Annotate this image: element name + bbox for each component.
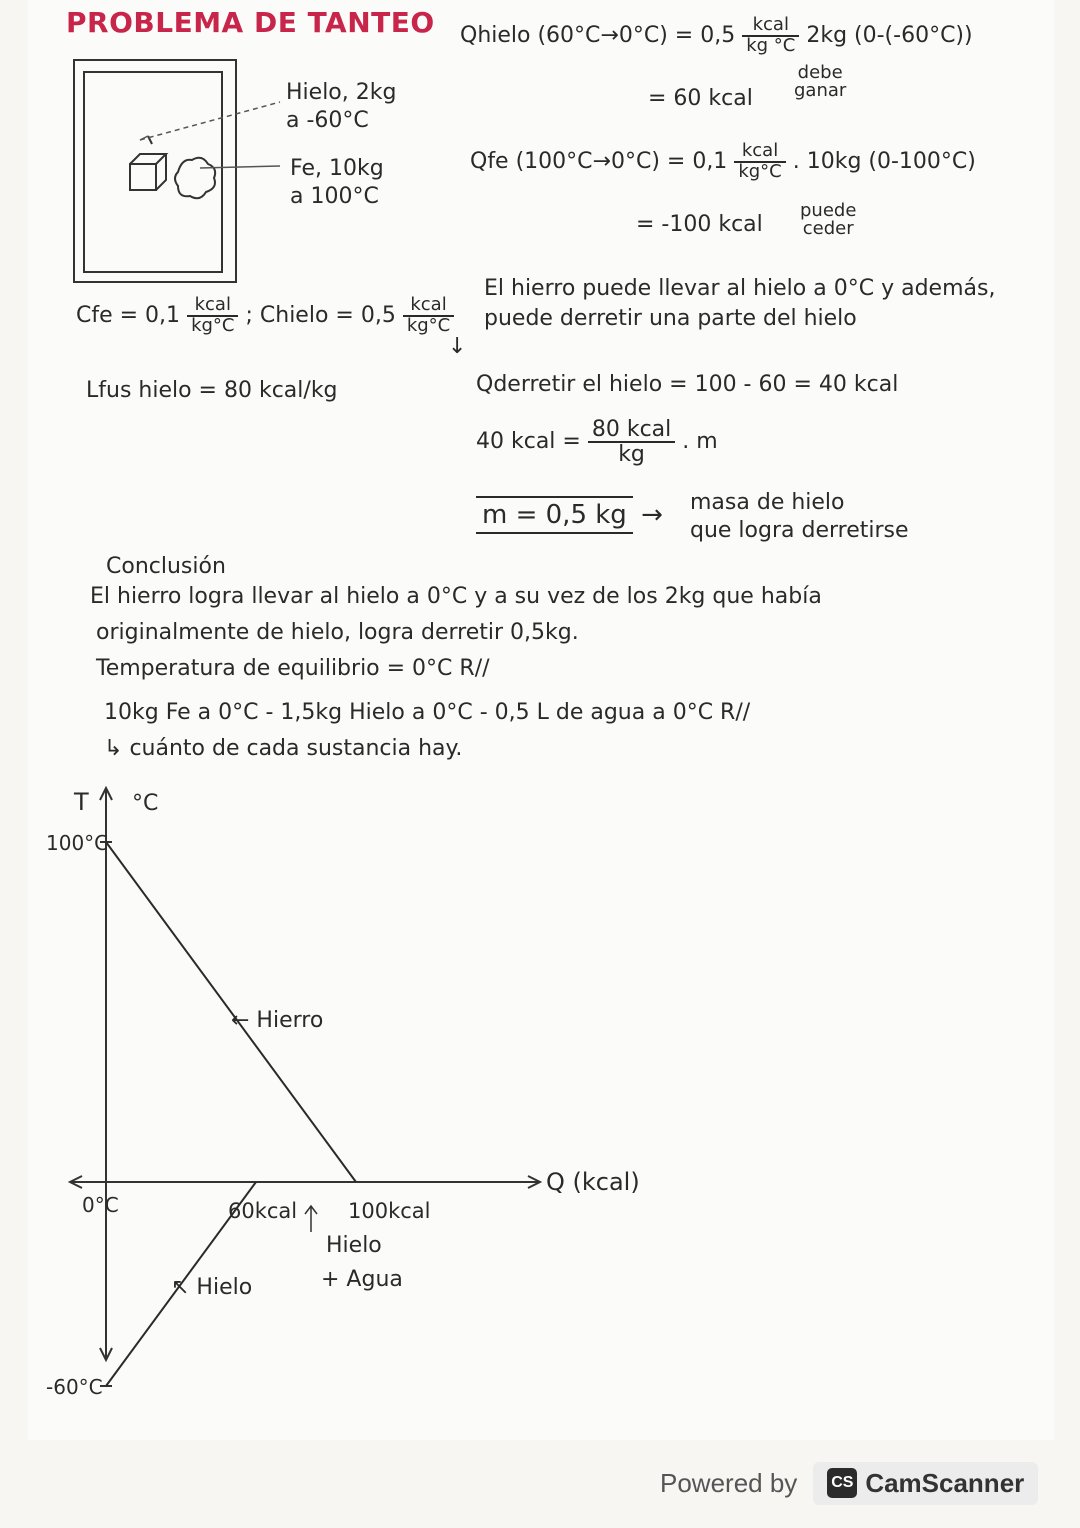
temperature-heat-chart [0, 770, 700, 1399]
c-hielo-unit-num: kcal [403, 296, 454, 317]
y-axis-label: T [74, 788, 89, 816]
mass-result [476, 500, 663, 530]
q-hielo-unit-num: kcal [742, 16, 799, 37]
q-fe-equation [470, 142, 976, 182]
mass-note-1: masa de hielo [690, 490, 845, 515]
x-tick-label: 60kcal [228, 1199, 298, 1223]
melt-equation-num: 80 kcal [588, 418, 675, 443]
c-hielo-unit [403, 296, 454, 336]
q-fe-unit-num: kcal [734, 142, 785, 163]
ice-label-mass: Hielo, 2kg [286, 80, 397, 105]
c-fe-label: Cfe = 0,1 [76, 302, 181, 328]
ice-label-temp: a -60°C [286, 108, 369, 133]
c-fe-unit-den: kg°C [191, 314, 235, 336]
y-axis-unit: °C [132, 791, 159, 816]
conclusion-line-3: Temperatura de equilibrio = 0°C R// [96, 656, 490, 681]
mass-result-arrow-icon: → [641, 500, 663, 530]
q-fe-note-1: puede [800, 200, 857, 221]
q-hielo-note-1: debe [797, 62, 843, 83]
y-tick-label: -60°C [46, 1375, 103, 1399]
melt-equation-unit [588, 418, 675, 466]
x-tick-label: 100kcal [348, 1199, 431, 1223]
q-fe-note-2: ceder [802, 218, 854, 239]
c-hielo-label: ; Chielo = 0,5 [245, 302, 396, 328]
q-fe-unit-den: kg°C [738, 160, 782, 182]
conclusion-heading: Conclusión [106, 554, 226, 579]
q-hielo-result: = 60 kcal [648, 86, 753, 111]
footer [660, 1458, 1038, 1508]
diagram-leaders [130, 96, 290, 206]
page-title: PROBLEMA DE TANTEO [66, 6, 435, 39]
c-hielo-unit-den: kg°C [406, 314, 451, 336]
annotation-arrow-icon [305, 1206, 317, 1232]
conclusion-line-4: 10kg Fe a 0°C - 1,5kg Hielo a 0°C - 0,5 L de agua a 0°C R// [104, 700, 751, 725]
down-arrow-icon: ↓ [448, 334, 467, 359]
q-hielo-unit [742, 16, 799, 56]
q-fe-lhs: Qfe (100°C→0°C) = 0,1 [470, 148, 728, 174]
iron-label-mass: Fe, 10kg [290, 156, 384, 181]
c-fe-unit [187, 296, 238, 336]
c-fe-unit-num: kcal [187, 296, 238, 317]
x-axis-label: Q (kcal) [546, 1168, 640, 1196]
annotation-hielo-agua-1: Hielo [326, 1233, 382, 1258]
powered-by-label: Powered by [660, 1467, 798, 1498]
q-fe-result: = -100 kcal [636, 212, 763, 237]
melt-equation-den: kg [618, 442, 645, 468]
y-tick-label: 100°C [46, 831, 109, 855]
q-hielo-note-2: ganar [794, 80, 847, 101]
camscanner-brand: CamScanner [865, 1467, 1025, 1498]
q-fe-rhs: . 10kg (0-100°C) [792, 148, 976, 174]
camscanner-logo-icon: CS [827, 1468, 857, 1498]
melt-equation-rhs: . m [682, 429, 718, 455]
mass-result-value: m = 0,5 kg [476, 496, 633, 534]
y-tick-label: 0°C [82, 1193, 119, 1217]
q-fe-note [800, 202, 856, 238]
q-fe-unit [734, 142, 785, 182]
q-derretir: Qderretir el hielo = 100 - 60 = 40 kcal [476, 372, 899, 397]
q-hielo-rhs: 2kg (0-(-60°C)) [806, 22, 973, 48]
melt-equation-lhs: 40 kcal = [476, 429, 581, 455]
q-hielo-equation [460, 16, 973, 56]
conclusion-line-5: ↳ cuánto de cada sustancia hay. [104, 736, 463, 761]
statement-line-2: puede derretir una parte del hielo [484, 306, 857, 331]
q-hielo-note [794, 64, 846, 100]
mass-note-2: que logra derretirse [690, 518, 909, 543]
q-hielo-lhs: Qhielo (60°C→0°C) = 0,5 [460, 22, 736, 48]
conclusion-line-5-text: cuánto de cada sustancia hay. [129, 736, 463, 761]
melt-equation [476, 418, 718, 466]
specific-heats [76, 296, 454, 336]
statement-line-1: El hierro puede llevar al hielo a 0°C y además, [484, 276, 996, 301]
conclusion-line-2: originalmente de hielo, logra derretir 0,5kg. [96, 620, 579, 645]
camscanner-badge [813, 1462, 1038, 1505]
annotation-hielo: ↖ Hielo [171, 1275, 253, 1301]
conclusion-line-1: El hierro logra llevar al hielo a 0°C y a su vez de los 2kg que había [90, 584, 822, 609]
latent-heat: Lfus hielo = 80 kcal/kg [86, 378, 338, 403]
annotation-hierro: ← Hierro [231, 1008, 324, 1033]
iron-label-temp: a 100°C [290, 184, 379, 209]
annotation-hielo-agua-2: + Agua [321, 1267, 403, 1292]
q-hielo-unit-den: kg °C [746, 34, 796, 56]
